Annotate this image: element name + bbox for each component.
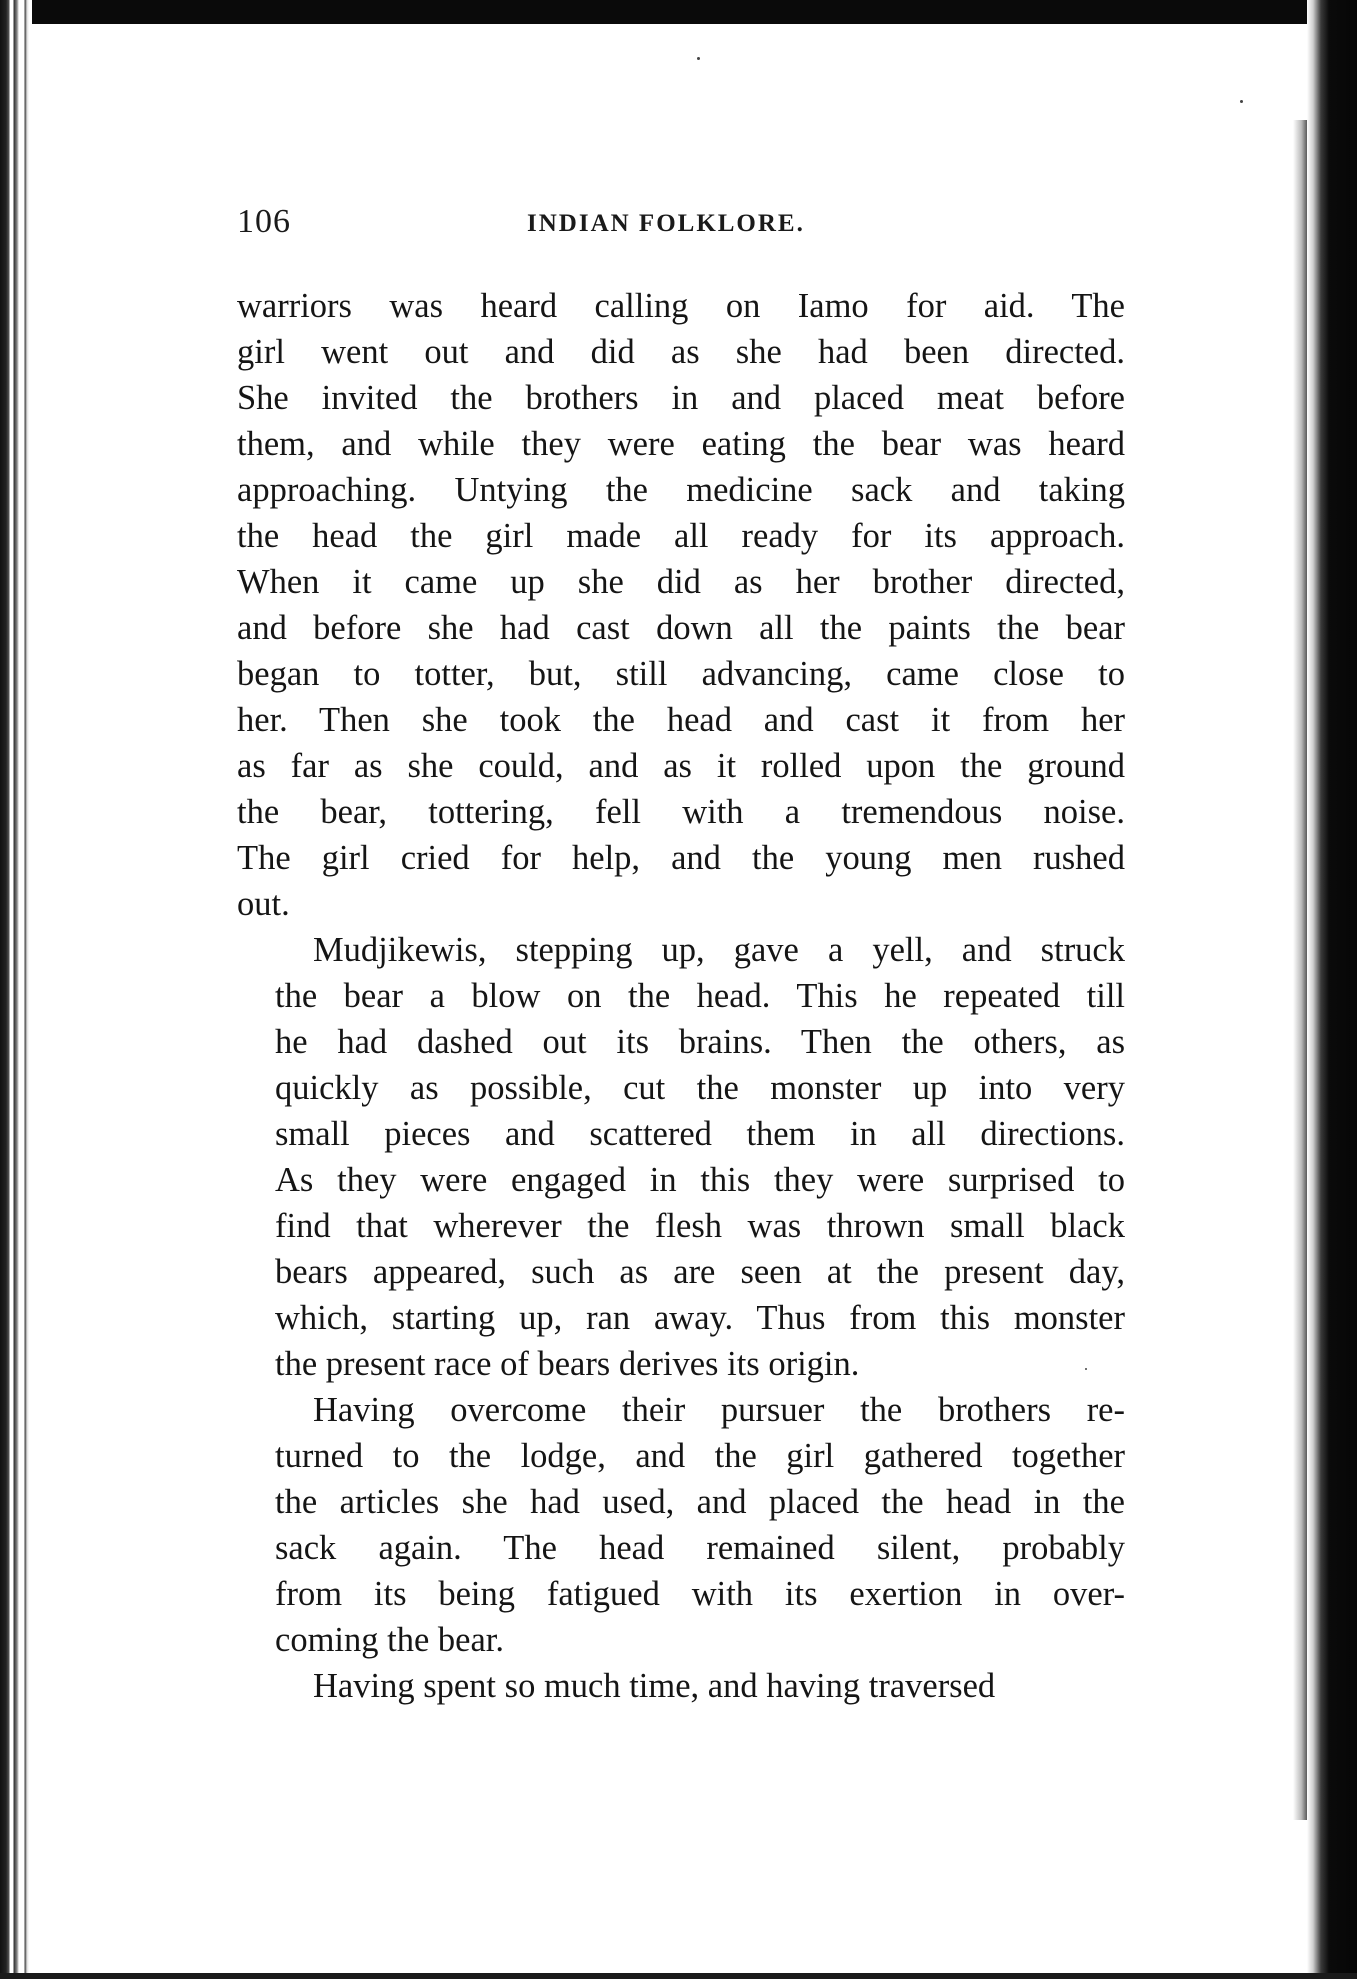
scan-left-edge bbox=[0, 0, 32, 1979]
paragraph bbox=[237, 1387, 1125, 1663]
text-line: the bear, tottering, fell with a tremendous noise. bbox=[237, 793, 1125, 831]
text-line: find that wherever the flesh was thrown small black bbox=[275, 1207, 1125, 1245]
text-line: small pieces and scattered them in all directions. bbox=[275, 1115, 1125, 1153]
text-line: turned to the lodge, and the girl gathered together bbox=[275, 1437, 1125, 1475]
page-number: 106 bbox=[237, 203, 291, 240]
text-line: the articles she had used, and placed the head in the bbox=[275, 1483, 1125, 1521]
text-line: sack again. The head remained silent, probably bbox=[275, 1529, 1125, 1567]
text-line: the bear a blow on the head. This he repeated till bbox=[275, 977, 1125, 1015]
text-line: he had dashed out its brains. Then the others, as bbox=[275, 1023, 1125, 1061]
text-line: which, starting up, ran away. Thus from this monster bbox=[275, 1299, 1125, 1337]
text-line: approaching. Untying the medicine sack and taking bbox=[237, 471, 1125, 509]
text-line: from its being fatigued with its exertion in over- bbox=[275, 1575, 1125, 1613]
paragraph bbox=[237, 1663, 1125, 1709]
text-line: When it came up she did as her brother directed, bbox=[237, 563, 1125, 601]
text-line: warriors was heard calling on Iamo for aid. The bbox=[237, 287, 1125, 325]
text-line: her. Then she took the head and cast it from her bbox=[237, 701, 1125, 739]
text-line: She invited the brothers in and placed meat before bbox=[237, 379, 1125, 417]
scan-right-edge bbox=[1307, 0, 1357, 1979]
running-title: INDIAN FOLKLORE. bbox=[527, 210, 805, 237]
body-text bbox=[237, 283, 1125, 1709]
text-line: the head the girl made all ready for its approach. bbox=[237, 517, 1125, 555]
text-line: out. bbox=[237, 885, 290, 923]
text-line: and before she had cast down all the paints the bear bbox=[237, 609, 1125, 647]
scan-top-edge bbox=[0, 0, 1357, 24]
text-line: them, and while they were eating the bear was heard bbox=[237, 425, 1125, 463]
text-line: quickly as possible, cut the monster up into very bbox=[275, 1069, 1125, 1107]
text-line: girl went out and did as she had been directed. bbox=[237, 333, 1125, 371]
text-line: As they were engaged in this they were surprised to bbox=[275, 1161, 1125, 1199]
text-line: Having overcome their pursuer the brothers re- bbox=[313, 1391, 1125, 1429]
scan-speck bbox=[697, 57, 700, 60]
text-line: Mudjikewis, stepping up, gave a yell, and struck bbox=[313, 931, 1125, 969]
text-line: The girl cried for help, and the young men rushed bbox=[237, 839, 1125, 877]
scan-speck bbox=[1240, 100, 1243, 103]
page-header bbox=[237, 202, 1127, 242]
paragraph bbox=[237, 283, 1125, 927]
paragraph bbox=[237, 927, 1125, 1387]
text-line: began to totter, but, still advancing, came close to bbox=[237, 655, 1125, 693]
text-line: the present race of bears derives its origin. bbox=[275, 1345, 860, 1383]
text-line: coming the bear. bbox=[275, 1621, 504, 1659]
text-line: Having spent so much time, and having traversed bbox=[313, 1667, 996, 1705]
scan-bottom-edge bbox=[0, 1973, 1357, 1979]
text-line: bears appeared, such as are seen at the present day, bbox=[275, 1253, 1125, 1291]
text-line: as far as she could, and as it rolled upon the ground bbox=[237, 747, 1125, 785]
scan-right-shadow bbox=[1293, 120, 1307, 1820]
